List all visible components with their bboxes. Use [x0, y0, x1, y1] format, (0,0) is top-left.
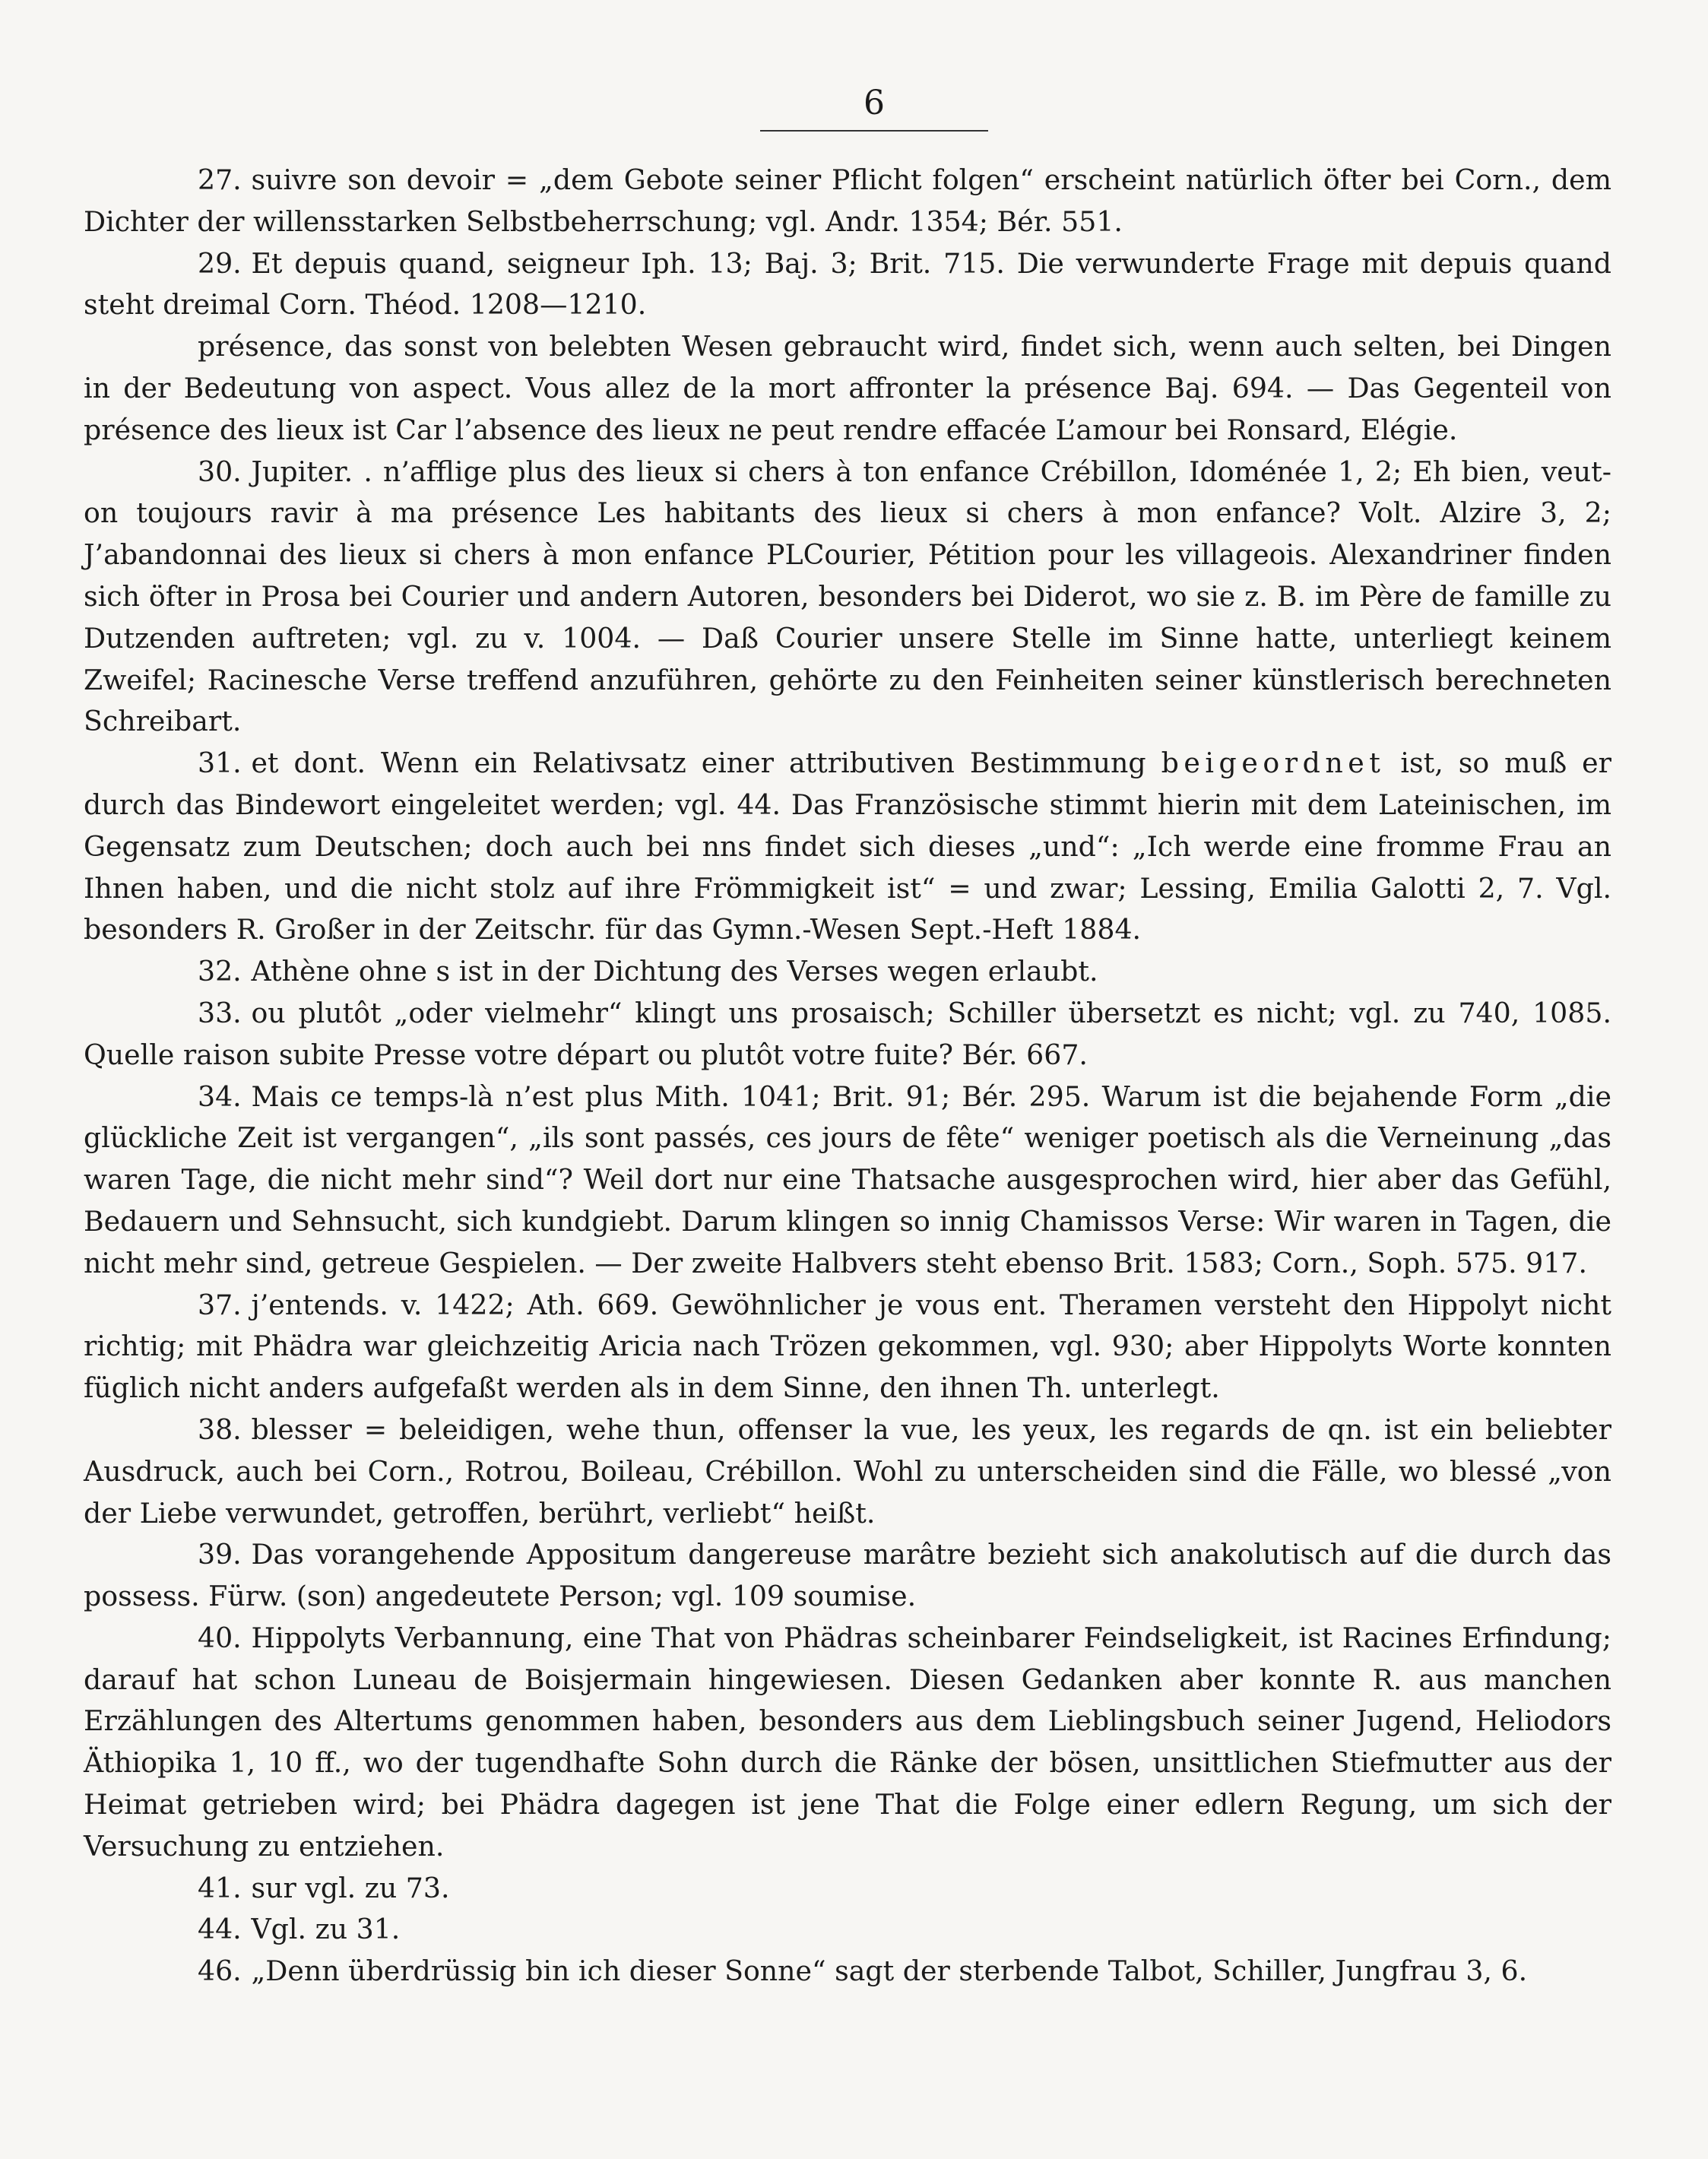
- note-number: 37.: [198, 1288, 242, 1321]
- note-paragraph: [84, 326, 1611, 451]
- note-number: 41.: [198, 1871, 242, 1904]
- note-number: 30.: [198, 455, 242, 488]
- note-paragraph: [84, 1909, 1611, 1951]
- note-text: blesser = beleidigen, wehe thun, offenser la vue, les yeux, les regards de qn. ist ein beliebter Ausdruck, auch bei Corn., Rotrou, Boileau, Crébillon. Wohl zu unterscheiden sind die Fälle, wo blessé „von der Liebe verwundet, getroffen, berührt, verliebt“ heißt.: [84, 1412, 1611, 1530]
- note-text: Vgl. zu 31.: [251, 1913, 401, 1946]
- note-paragraph: [84, 1076, 1611, 1285]
- note-paragraph: [84, 1534, 1611, 1618]
- note-text: ou plutôt „oder vielmehr“ klingt uns prosaisch; Schiller übersetzt es nicht; vgl. zu 740, 1085. Quelle raison subite Presse votre départ ou plutôt votre fuite? Bér. 667.: [84, 996, 1611, 1071]
- note-paragraph: [84, 160, 1611, 243]
- header-rule: [760, 130, 988, 132]
- note-text: Hippolyts Verbannung, eine That von Phädras scheinbarer Feindseligkeit, ist Racines Erfindung; darauf hat schon Luneau de Boisjermain hingewiesen. Diesen Gedanken aber konnte R. aus manchen Erzählungen des Altertums genommen haben, besonders aus dem Lieblingsbuch seiner Jugend, Heliodors Äthiopika 1, 10 ff., wo der tugendhafte Sohn durch die Ränke der bösen, unsittlichen Stiefmutter aus der Heimat getrieben wird; bei Phädra dagegen ist jene That die Folge einer edlern Regung, um sich der Versuchung zu entziehen.: [84, 1621, 1611, 1863]
- note-paragraph: [84, 1868, 1611, 1910]
- note-paragraph: [84, 993, 1611, 1076]
- note-text: sur vgl. zu 73.: [251, 1871, 450, 1904]
- note-paragraph: [84, 951, 1611, 993]
- note-emphasis: beigeordnet: [1161, 747, 1386, 780]
- note-number: 27.: [198, 163, 242, 196]
- note-paragraph: [84, 743, 1611, 951]
- note-paragraph: [84, 1951, 1611, 1993]
- note-paragraph: [84, 452, 1611, 743]
- note-paragraph: [84, 1409, 1611, 1534]
- note-text: Athène ohne s ist in der Dichtung des Verses wegen erlaubt.: [251, 955, 1098, 988]
- note-number: 38.: [198, 1412, 242, 1446]
- note-text: ist, so muß er durch das Bindewort eingeleitet werden; vgl. 44. Das Französische stimmt hierin mit dem Lateinischen, im Gegensatz zum Deutschen; doch auch bei nns findet sich dieses „und“: „Ich werde eine fromme Frau an Ihnen haben, und die nicht stolz auf ihre Frömmigkeit ist“ = und zwar; Lessing, Emilia Galotti 2, 7. Vgl. besonders R. Großer in der Zeitschr. für das Gymn.-Wesen Sept.-Heft 1884.: [84, 747, 1611, 946]
- note-number: 44.: [198, 1913, 242, 1946]
- note-number: 33.: [198, 996, 242, 1029]
- note-number: 34.: [198, 1080, 242, 1113]
- note-number: 46.: [198, 1955, 242, 1988]
- note-text: Das vorangehende Appositum dangereuse marâtre bezieht sich anakolutisch auf die durch das possess. Fürw. (son) angedeutete Person; vgl. 109 soumise.: [84, 1538, 1611, 1613]
- note-text: Jupiter. . n’afflige plus des lieux si chers à ton enfance Crébillon, Idoménée 1, 2; Eh bien, veut-on toujours ravir à ma présence Les habitants des lieux si chers à mon enfance? Volt. Alzire 3, 2; J’abandonnai des lieux si chers à mon enfance PLCourier, Pétition pour les villageois. Alexandriner finden sich öfter in Prosa bei Courier und andern Autoren, besonders bei Diderot, wo sie z. B. im Père de famille zu Dutzenden auftreten; vgl. zu v. 1004. — Daß Courier unsere Stelle im Sinne hatte, unterliegt keinem Zweifel; Racinesche Verse treffend anzuführen, gehörte zu den Feinheiten seiner künstlerisch berechneten Schreibart.: [84, 455, 1611, 738]
- note-text: présence, das sonst von belebten Wesen gebraucht wird, findet sich, wenn auch selten, bei Dingen in der Bedeutung von aspect. Vous allez de la mort affronter la présence Baj. 694. — Das Gegenteil von présence des lieux ist Car l’absence des lieux ne peut rendre effacée L’amour bei Ronsard, Elégie.: [84, 330, 1611, 446]
- note-text: „Denn überdrüssig bin ich dieser Sonne“ sagt der sterbende Talbot, Schiller, Jungfrau 3, 6.: [251, 1955, 1528, 1988]
- note-text: suivre son devoir = „dem Gebote seiner Pflicht folgen“ erscheint natürlich öfter bei Corn., dem Dichter der willensstarken Selbstbeherrschung; vgl. Andr. 1354; Bér. 551.: [84, 163, 1611, 238]
- page-number: 6: [864, 84, 885, 122]
- note-paragraph: [84, 1285, 1611, 1409]
- commentary-notes: [84, 160, 1611, 1993]
- note-text: et dont. Wenn ein Relativsatz einer attributiven Bestimmung: [251, 747, 1161, 780]
- note-text: Mais ce temps-là n’est plus Mith. 1041; Brit. 91; Bér. 295. Warum ist die bejahende Form „die glückliche Zeit ist vergangen“, „ils sont passés, ces jours de fête“ weniger poetisch als die Verneinung „das waren Tage, die nicht mehr sind“? Weil dort nur eine Thatsache ausgesprochen wird, hier aber das Gefühl, Bedauern und Sehnsucht, sich kundgiebt. Darum klingen so innig Chamissos Verse: Wir waren in Tagen, die nicht mehr sind, getreue Gespielen. — Der zweite Halbvers steht ebenso Brit. 1583; Corn., Soph. 575. 917.: [84, 1080, 1611, 1279]
- note-number: 39.: [198, 1538, 242, 1571]
- note-text: Et depuis quand, seigneur Iph. 13; Baj. 3; Brit. 715. Die verwunderte Frage mit depuis quand steht dreimal Corn. Théod. 1208—1210.: [84, 246, 1611, 322]
- note-text: j’entends. v. 1422; Ath. 669. Gewöhnlicher je vous ent. Theramen versteht den Hippolyt nicht richtig; mit Phädra war gleichzeitig Aricia nach Trözen gekommen, vgl. 930; aber Hippolyts Worte konnten füglich nicht anders aufgefaßt werden als in dem Sinne, den ihnen Th. unterlegt.: [84, 1288, 1611, 1405]
- note-paragraph: [84, 243, 1611, 327]
- note-paragraph: [84, 1618, 1611, 1868]
- note-number: 40.: [198, 1621, 242, 1654]
- note-number: 32.: [198, 955, 242, 988]
- note-number: 31.: [198, 747, 242, 780]
- note-number: 29.: [198, 246, 242, 280]
